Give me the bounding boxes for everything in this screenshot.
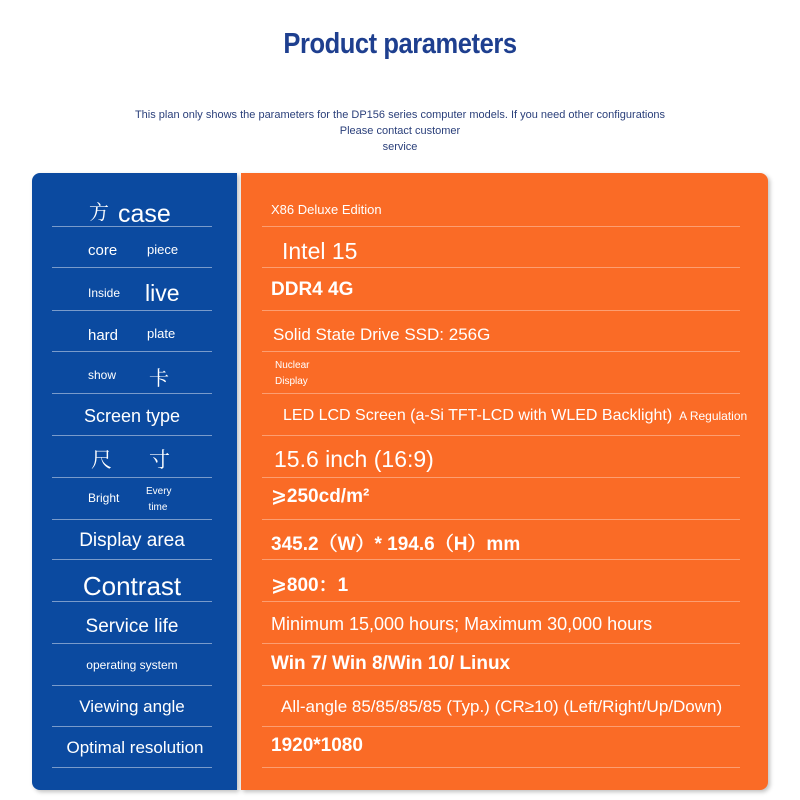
label-screen-type: Screen type xyxy=(83,406,181,426)
value-os: Win 7/ Win 8/Win 10/ Linux xyxy=(271,653,511,674)
value-display-area: 345.2（W）* 194.6（H）mm xyxy=(271,534,521,555)
label-memory-b: live xyxy=(145,280,180,306)
label-show-b: 卡 xyxy=(149,366,169,390)
divider xyxy=(52,643,212,644)
divider xyxy=(262,643,740,644)
divider xyxy=(52,435,212,436)
divider xyxy=(262,435,740,436)
label-contrast: Contrast xyxy=(82,571,182,601)
value-show-line-1: Nuclear xyxy=(275,360,310,371)
label-hard-b: plate xyxy=(147,326,176,341)
label-hard-a: hard xyxy=(88,327,119,344)
divider xyxy=(52,685,212,686)
divider xyxy=(52,726,212,727)
page-title: Product parameters xyxy=(283,28,517,60)
label-core-a: core xyxy=(88,242,118,259)
divider xyxy=(262,393,740,394)
value-show-line-2: Display xyxy=(275,376,308,387)
divider xyxy=(262,767,740,768)
divider xyxy=(52,519,212,520)
divider xyxy=(262,226,740,227)
value-screen-type-note: A Regulation xyxy=(679,409,748,423)
divider xyxy=(52,559,212,560)
value-memory: DDR4 4G xyxy=(271,279,354,300)
label-size-a: 尺 xyxy=(91,448,112,472)
divider xyxy=(262,267,740,268)
label-case-char: 方 xyxy=(89,200,109,224)
value-contrast: ⩾800：1 xyxy=(271,575,349,596)
divider xyxy=(262,726,740,727)
divider xyxy=(262,351,740,352)
divider xyxy=(262,310,740,311)
divider xyxy=(262,519,740,520)
value-resolution: 1920*1080 xyxy=(271,735,363,756)
label-resolution: Optimal resolution xyxy=(66,738,204,757)
divider xyxy=(262,477,740,478)
value-brightness: ⩾250cd/m² xyxy=(271,486,370,507)
divider xyxy=(52,267,212,268)
header-note xyxy=(100,107,700,155)
divider xyxy=(52,310,212,311)
label-core-b: piece xyxy=(147,242,179,257)
label-brightness-b xyxy=(146,484,170,516)
label-viewing-angle: Viewing angle xyxy=(79,697,185,716)
value-size: 15.6 inch (16:9) xyxy=(274,446,434,472)
note-line-1: This plan only shows the parameters for the DP156 series computer models. If you need other configurations xyxy=(134,109,666,121)
divider xyxy=(52,393,212,394)
label-memory-a: Inside xyxy=(88,286,121,300)
value-viewing-angle: All-angle 85/85/85/85 (Typ.) (CR≥10) (Left/Right/Up/Down) xyxy=(281,697,723,716)
divider xyxy=(262,601,740,602)
label-size-b: 寸 xyxy=(149,448,170,472)
value-core: Intel 15 xyxy=(282,238,358,264)
divider xyxy=(52,477,212,478)
label-show-a: show xyxy=(88,368,117,382)
label-brightness-b-line-1: Every xyxy=(146,486,172,497)
value-case: X86 Deluxe Edition xyxy=(271,202,382,217)
value-hard: Solid State Drive SSD: 256G xyxy=(273,325,491,344)
label-display-area: Display area xyxy=(79,530,185,551)
label-case: case xyxy=(118,200,171,228)
note-line-3: service xyxy=(382,141,418,153)
divider xyxy=(262,685,740,686)
value-show xyxy=(275,358,309,390)
label-brightness-a: Bright xyxy=(88,491,120,505)
divider xyxy=(52,767,212,768)
label-os: operating system xyxy=(86,658,178,672)
divider xyxy=(262,559,740,560)
value-screen-type-main: LED LCD Screen (a-Si TFT-LCD with WLED Backlight) xyxy=(283,407,673,424)
value-screen-type xyxy=(283,407,747,425)
label-service-life: Service life xyxy=(85,616,179,637)
label-brightness-b-line-2: time xyxy=(148,502,168,513)
divider xyxy=(52,351,212,352)
note-line-2: Please contact customer xyxy=(339,125,461,137)
value-service-life: Minimum 15,000 hours; Maximum 30,000 hours xyxy=(271,614,653,634)
